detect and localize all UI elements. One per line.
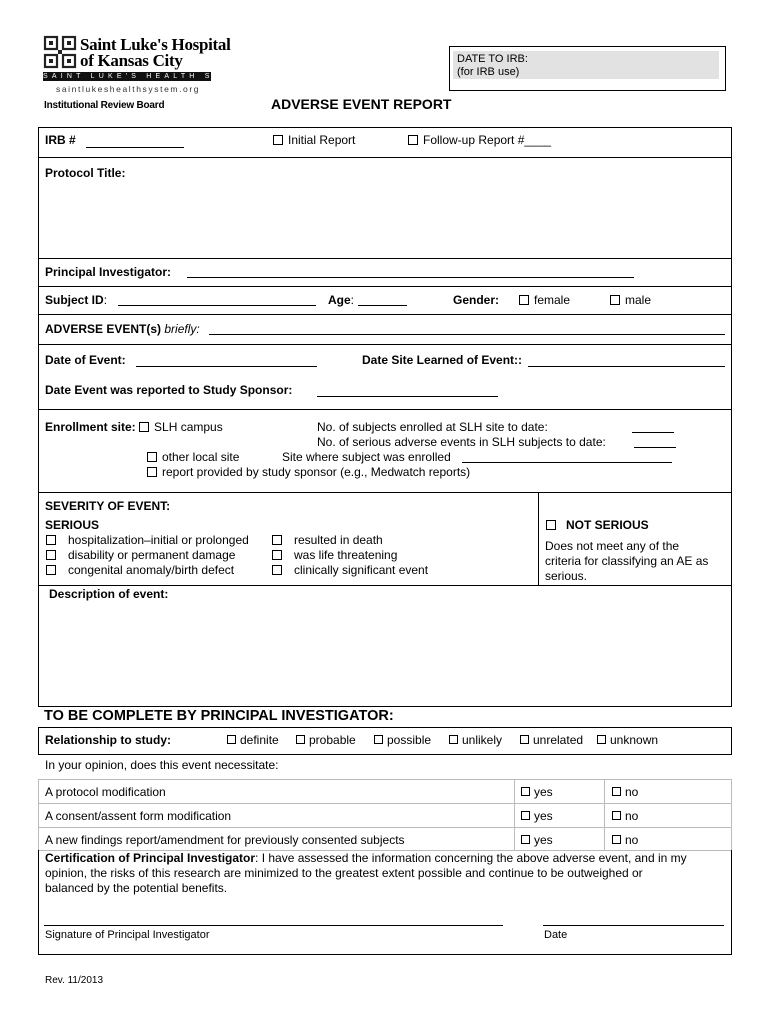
age-label: Age: (328, 293, 355, 307)
yes-checkbox[interactable] (521, 835, 530, 844)
possible-checkbox[interactable] (374, 735, 383, 744)
adverse-events-label: ADVERSE EVENT(s) briefly: (45, 322, 200, 336)
relationship-unlikely-option[interactable]: unlikely (449, 733, 502, 747)
not-serious-checkbox[interactable] (546, 520, 556, 530)
certification-text: Certification of Principal Investigator: I have assessed the information concerning the above adverse event, and in my opinion, the risks of this research are minimized to the greatest extent possible and continue to be outweighed or balanced by the potential benefits. (45, 851, 687, 895)
date-reported-sponsor-field[interactable] (317, 396, 498, 397)
enrollment-slh-option[interactable]: Enrollment site: SLH campus (45, 420, 223, 434)
no-checkbox[interactable] (612, 787, 621, 796)
protocol-modification-yes[interactable]: yes (521, 785, 553, 799)
sponsor-report-option[interactable]: report provided by study sponsor (e.g., Medwatch reports) (147, 465, 470, 479)
no-checkbox[interactable] (612, 835, 621, 844)
other-local-site-option[interactable]: other local site (147, 450, 239, 464)
new-findings-question: A new findings report/amendment for previously consented subjects (45, 833, 405, 847)
serious-label: SERIOUS (45, 518, 100, 532)
serious-events-label: No. of serious adverse events in SLH subjects to date: (317, 435, 606, 449)
definite-checkbox[interactable] (227, 735, 236, 744)
relationship-unknown-option[interactable]: unknown (597, 733, 658, 747)
probable-checkbox[interactable] (296, 735, 305, 744)
protocol-title-label: Protocol Title: (45, 166, 126, 180)
subject-id-field[interactable] (118, 305, 316, 306)
date-site-learned-label: Date Site Learned of Event:: (362, 353, 523, 367)
site-where-enrolled-field[interactable] (462, 462, 672, 463)
death-checkbox[interactable] (272, 535, 282, 545)
org-name-line1: Saint Luke's Hospital (80, 35, 231, 54)
adverse-events-field[interactable] (209, 334, 725, 335)
date-label: Date (544, 929, 568, 941)
subjects-enrolled-field[interactable] (632, 432, 674, 433)
protocol-modification-question: A protocol modification (45, 785, 166, 799)
date-of-event-field[interactable] (136, 366, 317, 367)
irb-number-field[interactable] (86, 147, 184, 148)
disability-option[interactable]: disability or permanent damage (46, 548, 235, 562)
consent-modification-question: A consent/assent form modification (45, 809, 232, 823)
severity-title: SEVERITY OF EVENT: (45, 499, 171, 513)
pi-section-heading: TO BE COMPLETE BY PRINCIPAL INVESTIGATOR: (44, 708, 394, 724)
disability-checkbox[interactable] (46, 550, 56, 560)
not-serious-option[interactable]: NOT SERIOUS (546, 518, 649, 532)
not-serious-description: Does not meet any of the criteria for classifying an AE as serious. (545, 539, 709, 583)
date-site-learned-field[interactable] (528, 366, 725, 367)
pi-field[interactable] (187, 277, 634, 278)
unknown-checkbox[interactable] (597, 735, 606, 744)
clinically-significant-option[interactable]: clinically significant event (272, 563, 428, 577)
relationship-unrelated-option[interactable]: unrelated (520, 733, 583, 747)
congenital-checkbox[interactable] (46, 565, 56, 575)
description-field[interactable] (44, 602, 724, 700)
congenital-option[interactable]: congenital anomaly/birth defect (46, 563, 234, 577)
description-label: Description of event: (49, 587, 169, 601)
irb-use-label: (for IRB use) (457, 66, 520, 78)
new-findings-yes[interactable]: yes (521, 833, 553, 847)
gender-label: Gender: (453, 293, 500, 307)
subjects-enrolled-label: No. of subjects enrolled at SLH site to date: (317, 420, 548, 434)
followup-report-checkbox[interactable] (408, 135, 418, 145)
logo-mark-icon (43, 35, 77, 69)
dept-name: Institutional Review Board (44, 100, 165, 111)
relationship-probable-option[interactable]: probable (296, 733, 356, 747)
life-threatening-option[interactable]: was life threatening (272, 548, 397, 562)
new-findings-no[interactable]: no (612, 833, 638, 847)
pi-label: Principal Investigator: (45, 265, 172, 279)
no-checkbox[interactable] (612, 811, 621, 820)
unlikely-checkbox[interactable] (449, 735, 458, 744)
org-name-line2: of Kansas City (80, 51, 183, 70)
female-checkbox[interactable] (519, 295, 529, 305)
protocol-title-field[interactable] (44, 182, 724, 254)
opinion-question: In your opinion, does this event necessitate: (45, 758, 279, 772)
system-bar: SAINT LUKE'S HEALTH SYSTEM (43, 73, 259, 80)
website: saintlukeshealthsystem.org (56, 84, 201, 94)
slh-campus-checkbox[interactable] (139, 422, 149, 432)
relationship-label: Relationship to study: (45, 733, 171, 747)
other-local-site-checkbox[interactable] (147, 452, 157, 462)
hospitalization-checkbox[interactable] (46, 535, 56, 545)
hospitalization-option[interactable]: hospitalization–initial or prolonged (46, 533, 249, 547)
enrollment-site-label: Enrollment site: (45, 420, 136, 434)
initial-report-checkbox[interactable] (273, 135, 283, 145)
page-title: ADVERSE EVENT REPORT (271, 96, 452, 112)
irb-number-label: IRB # (45, 133, 76, 147)
yes-checkbox[interactable] (521, 811, 530, 820)
date-to-irb-box (449, 46, 726, 91)
signature-line[interactable] (44, 925, 503, 926)
sponsor-report-checkbox[interactable] (147, 467, 157, 477)
yes-checkbox[interactable] (521, 787, 530, 796)
death-option[interactable]: resulted in death (272, 533, 383, 547)
site-where-enrolled-label: Site where subject was enrolled (282, 450, 451, 464)
date-reported-sponsor-label: Date Event was reported to Study Sponsor: (45, 383, 293, 397)
signature-label: Signature of Principal Investigator (45, 929, 210, 941)
subject-id-label: Subject ID: (45, 293, 108, 307)
relationship-definite-option[interactable]: definite (227, 733, 279, 747)
female-option[interactable]: female (519, 293, 570, 307)
life-threatening-checkbox[interactable] (272, 550, 282, 560)
male-option[interactable]: male (610, 293, 651, 307)
relationship-possible-option[interactable]: possible (374, 733, 431, 747)
clinically-significant-checkbox[interactable] (272, 565, 282, 575)
initial-report-option[interactable]: Initial Report (273, 133, 355, 147)
age-field[interactable] (358, 305, 407, 306)
male-checkbox[interactable] (610, 295, 620, 305)
unrelated-checkbox[interactable] (520, 735, 529, 744)
date-line[interactable] (543, 925, 724, 926)
consent-modification-no[interactable]: no (612, 809, 638, 823)
followup-report-option[interactable]: Follow-up Report #____ (408, 133, 551, 147)
serious-events-field[interactable] (634, 447, 676, 448)
date-to-irb-label: DATE TO IRB: (457, 53, 528, 65)
consent-modification-yes[interactable]: yes (521, 809, 553, 823)
protocol-modification-no[interactable]: no (612, 785, 638, 799)
revision-label: Rev. 11/2013 (45, 975, 104, 986)
date-of-event-label: Date of Event: (45, 353, 126, 367)
